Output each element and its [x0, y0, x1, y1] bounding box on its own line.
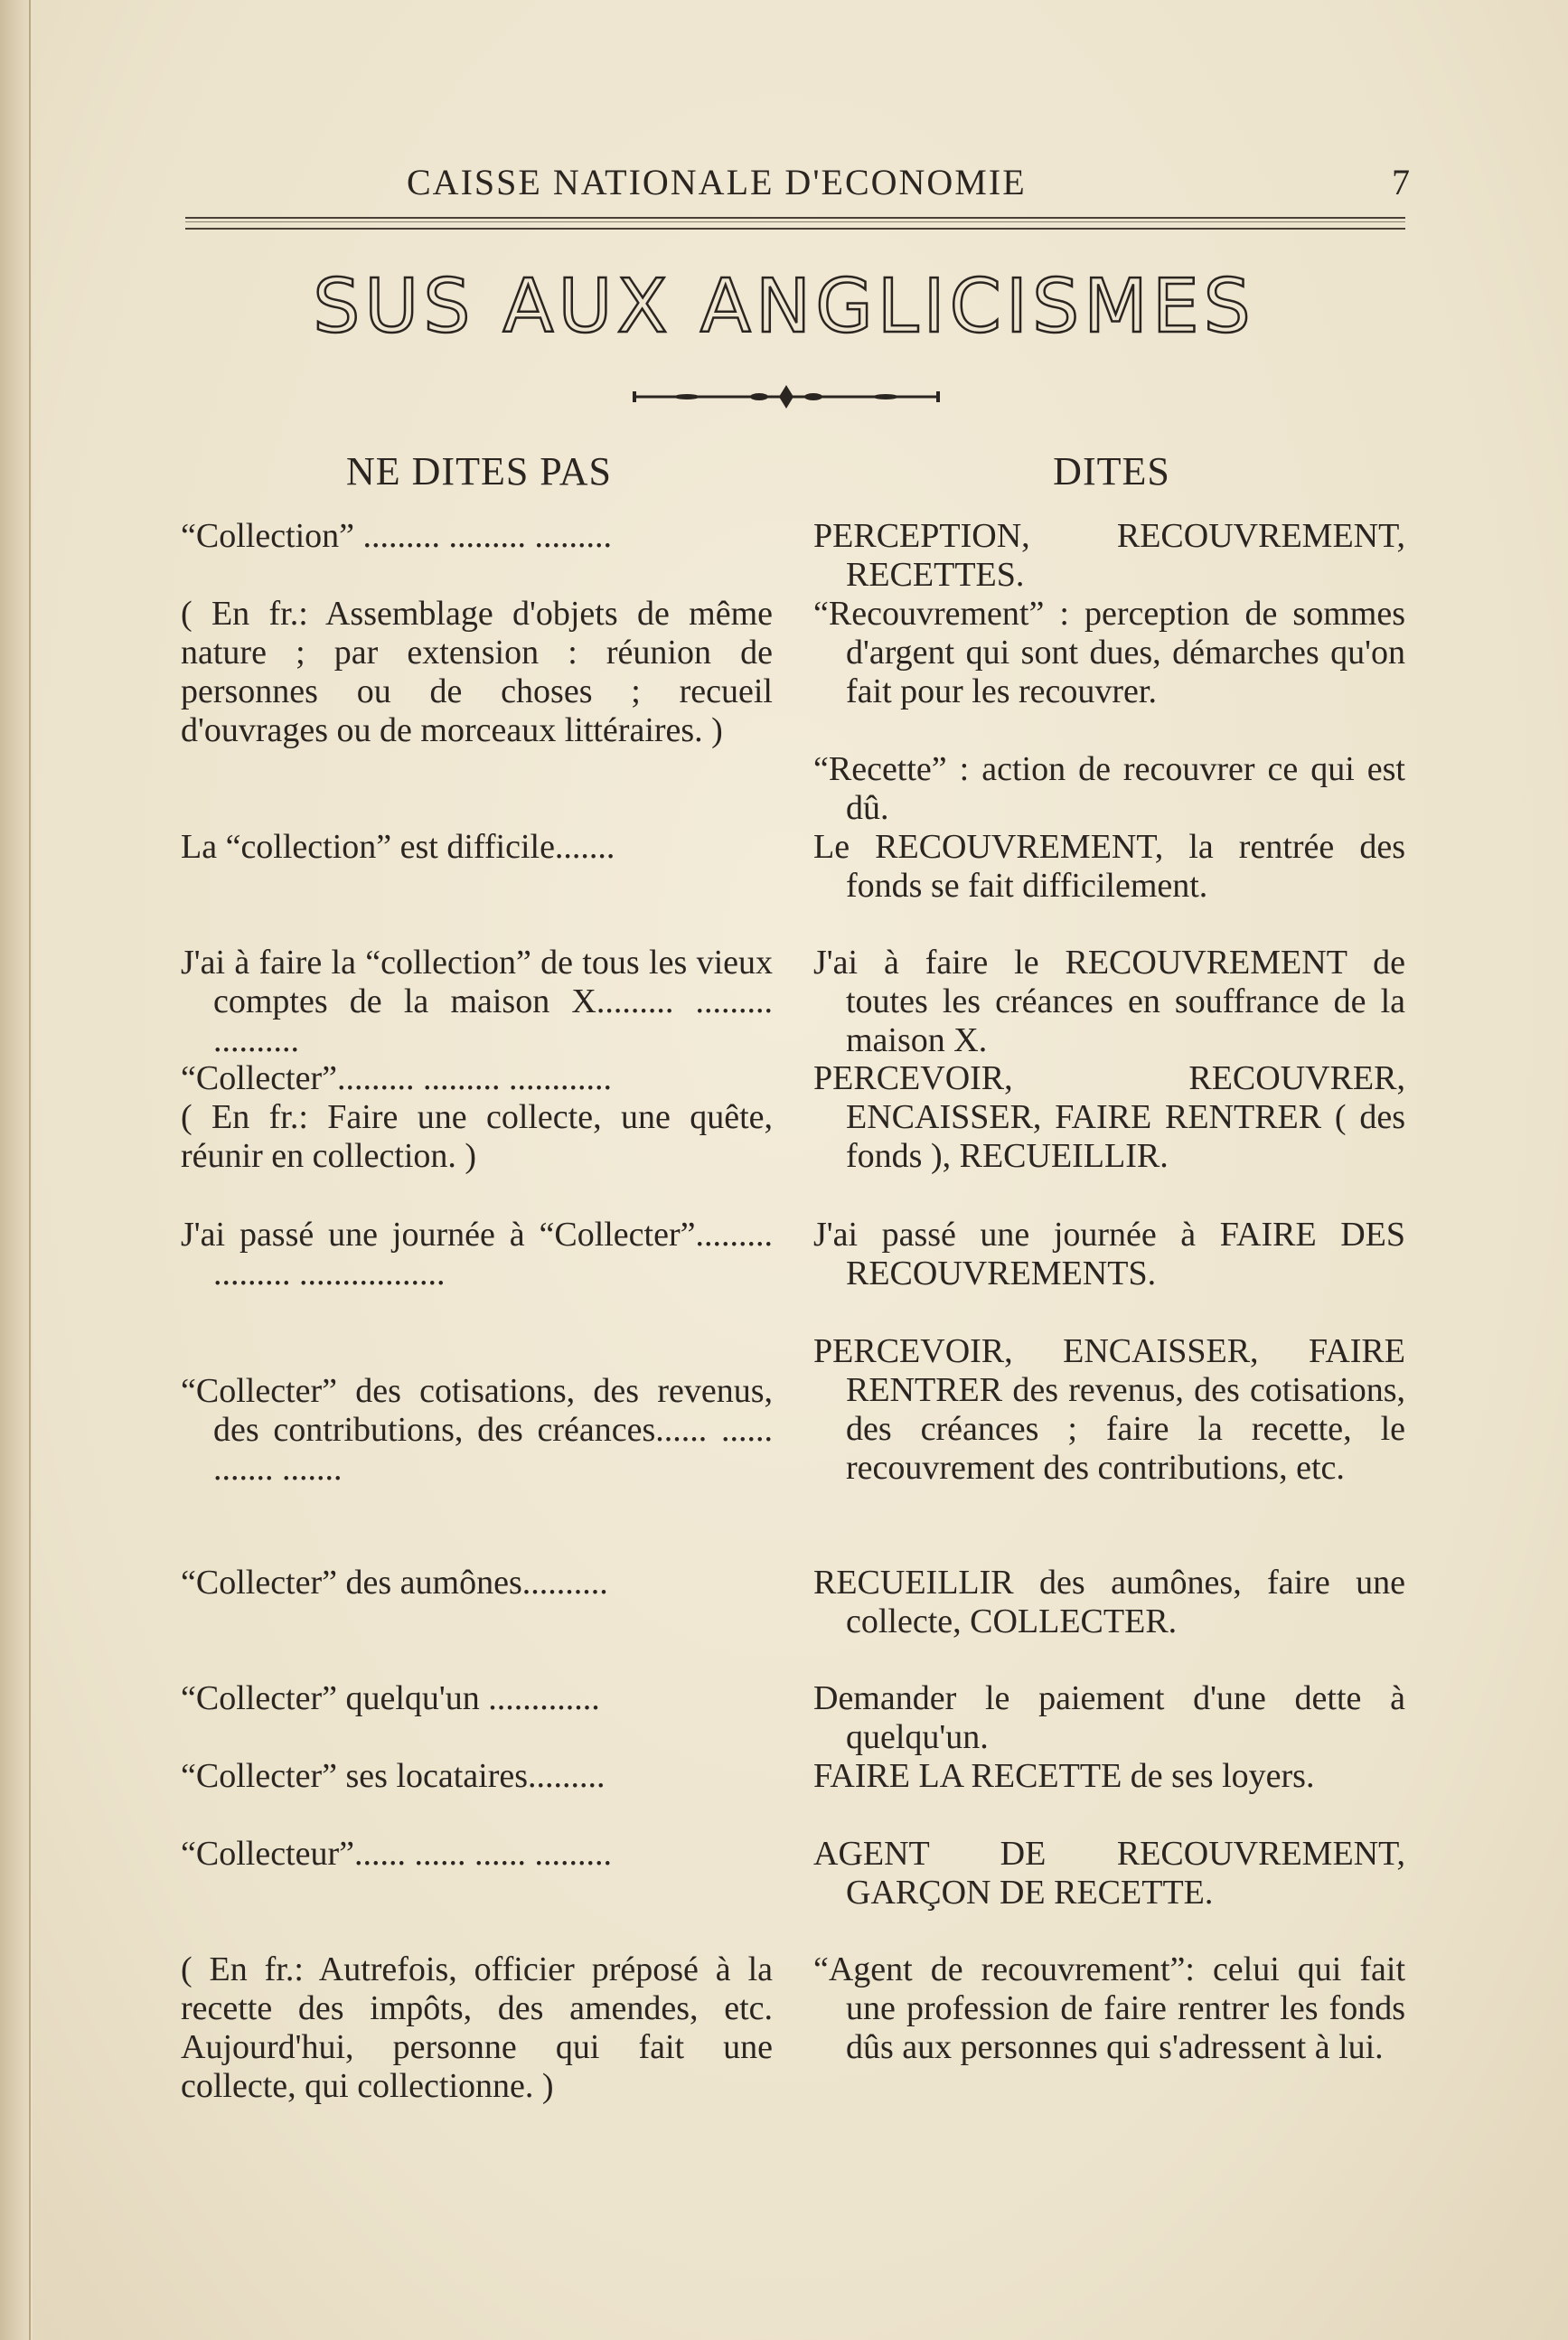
left-entry: ( En fr.: Assemblage d'objets de même nature ; par extension : réunion de personnes ou de choses ; recueil d'ouvrages ou de morceaux littéraires. ) — [181, 595, 773, 749]
right-entry: RECUEILLIR des aumônes, faire une collecte, COLLECTER. — [813, 1564, 1405, 1640]
ornament-divider-icon — [633, 383, 940, 410]
left-entry: “Collection” ......... ......... ......... — [181, 517, 613, 555]
left-entry: ( En fr.: Autrefois, officier préposé à la recette des impôts, des amendes, etc. Aujourd'hui, personne qui fait une collecte, qui collectionne. ) — [181, 1950, 773, 2105]
page-number: 7 — [1392, 162, 1410, 202]
header-rule — [185, 217, 1405, 230]
right-entry: AGENT DE RECOUVREMENT, GARÇON DE RECETTE. — [813, 1835, 1405, 1912]
right-entry: Le RECOUVREMENT, la rentrée des fonds se fait difficilement. — [813, 828, 1405, 905]
running-title: CAISSE NATIONALE D'ECONOMIE — [407, 162, 1027, 202]
left-entry: J'ai passé une journée à “Collecter”......... ......... ................. — [181, 1216, 773, 1292]
right-entry: “Recette” : action de recouvrer ce qui est dû. — [813, 750, 1405, 827]
right-entry: PERCEPTION, RECOUVREMENT, RECETTES. — [813, 517, 1405, 594]
right-entry: “Agent de recouvrement”: celui qui fait une profession de faire rentrer les fonds dûs aux personnes qui s'adressent à lui. — [813, 1950, 1405, 2066]
left-entry: “Collecter”......... ......... ............ — [181, 1059, 613, 1097]
page-header — [181, 161, 1410, 215]
page-binding-edge — [0, 0, 33, 2340]
left-column-heading: NE DITES PAS — [346, 449, 612, 493]
article-title: SUS AUX ANGLICISMES — [313, 264, 1255, 350]
right-entry: Demander le paiement d'une dette à quelqu'un. — [813, 1679, 1405, 1756]
right-entry: J'ai passé une journée à FAIRE DES RECOUVREMENTS. — [813, 1216, 1405, 1292]
left-entry: “Collecter” des aumônes.......... — [181, 1564, 608, 1602]
right-column-heading: DITES — [1053, 449, 1170, 493]
left-entry: “Collecter” des cotisations, des revenus, des contributions, des créances...... ...... ....... ....... — [181, 1372, 773, 1488]
right-entry: “Recouvrement” : perception de sommes d'argent qui sont dues, démarches qu'on fait pour les recouvrer. — [813, 595, 1405, 710]
left-entry: “Collecter” ses locataires......... — [181, 1757, 606, 1795]
left-entry: ( En fr.: Faire une collecte, une quête, réunir en collection. ) — [181, 1098, 773, 1175]
right-entry: FAIRE LA RECETTE de ses loyers. — [813, 1757, 1315, 1795]
left-entry: La “collection” est difficile....... — [181, 828, 615, 866]
right-entry: PERCEVOIR, RECOUVRER, ENCAISSER, FAIRE RENTRER ( des fonds ), RECUEILLIR. — [813, 1059, 1405, 1175]
left-entry: “Collecteur”...... ...... ...... ......... — [181, 1835, 613, 1873]
left-entry: J'ai à faire la “collection” de tous les vieux comptes de la maison X......... ......... .......... — [181, 944, 773, 1059]
right-entry: PERCEVOIR, ENCAISSER, FAIRE RENTRER des revenus, des cotisations, des créances ; faire la recette, le recouvrement des contributions, etc. — [813, 1332, 1405, 1487]
right-entry: J'ai à faire le RECOUVREMENT de toutes les créances en souffrance de la maison X. — [813, 944, 1405, 1059]
left-entry: “Collecter” quelqu'un ............. — [181, 1679, 600, 1717]
